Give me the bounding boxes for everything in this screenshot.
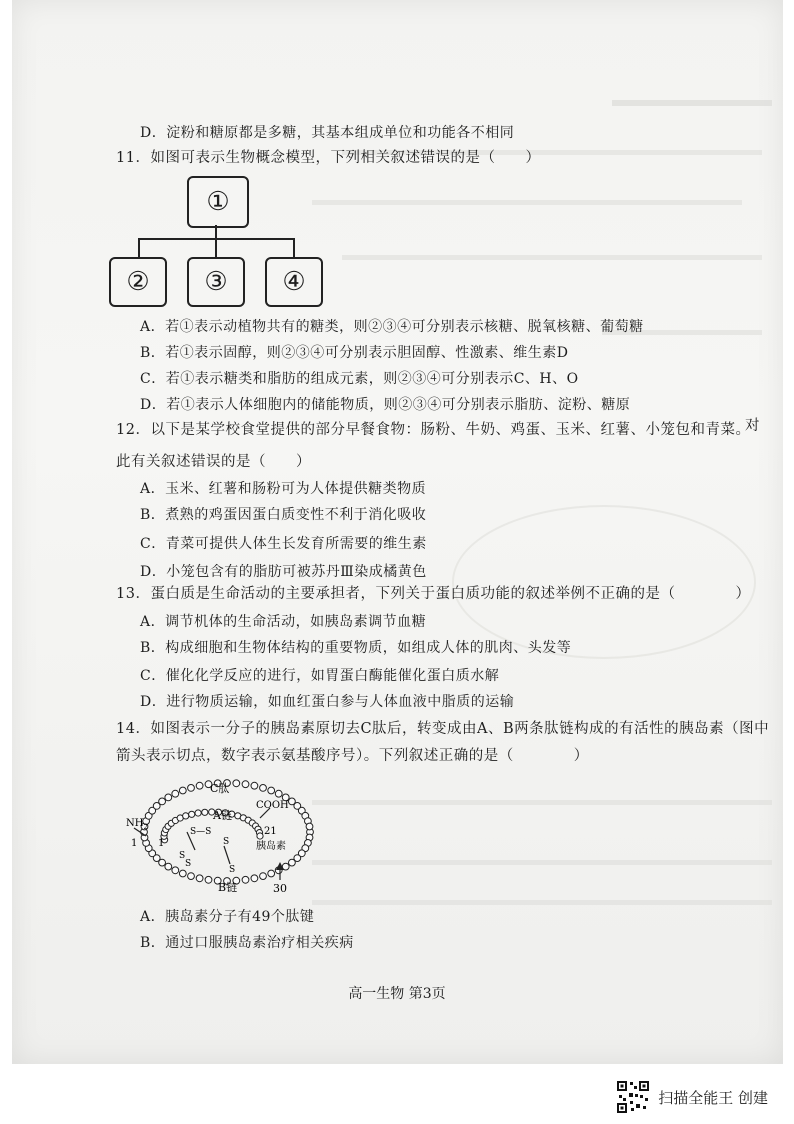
outer-chain-bead <box>268 870 275 877</box>
scanner-watermark <box>616 1080 768 1114</box>
b-chain-start-number: 1 <box>131 838 138 849</box>
a-chain-label: A链 <box>213 809 232 822</box>
outer-chain-bead <box>242 876 249 883</box>
b-chain-label: B链 <box>218 881 238 894</box>
q14-option-b: B．通过口服胰岛素治疗相关疾病 <box>140 935 354 951</box>
a-chain-start-number: 1 <box>158 838 165 849</box>
q11-option-a: A．若①表示动植物共有的糖类，则②③④可分别表示核糖、脱氧核糖、葡萄糖 <box>140 319 644 335</box>
a-chain-end-number: 21 <box>264 826 277 837</box>
q13-option-b: B．构成细胞和生物体结构的重要物质，如组成人体的肌肉、头发等 <box>140 640 572 656</box>
outer-chain-bead <box>233 780 240 787</box>
outer-chain-bead <box>165 794 172 801</box>
disulfide-label-3: S <box>185 859 192 869</box>
outer-chain-bead <box>159 798 166 805</box>
q11-option-d: D．若①表示人体细胞内的储能物质，则②③④可分别表示脂肪、淀粉、糖原 <box>140 397 631 413</box>
disulfide-label-1: S—S <box>190 827 212 837</box>
q11-stem: 11．如图可表示生物概念模型，下列相关叙述错误的是（ ） <box>116 150 541 166</box>
q12-stem-tail: 对 <box>745 418 760 434</box>
qr-code-icon <box>616 1080 650 1114</box>
outer-chain-bead <box>188 873 195 880</box>
outer-chain-bead <box>289 859 296 866</box>
disulfide-label-2: S <box>179 851 186 861</box>
outer-chain-bead <box>196 875 203 882</box>
q10-option-d: D．淀粉和糖原都是多糖，其基本组成单位和功能各不相同 <box>140 125 515 141</box>
exam-page <box>12 0 783 1064</box>
q12-option-d: D．小笼包含有的脂肪可被苏丹Ⅲ染成橘黄色 <box>140 564 427 580</box>
q13-option-a: A．调节机体的生命活动，如胰岛素调节血糖 <box>140 614 427 630</box>
disulfide-label-4: S <box>223 837 230 847</box>
a-chain-bead <box>202 809 208 815</box>
a-chain-bead <box>189 811 195 817</box>
outer-chain-bead <box>251 875 258 882</box>
a-chain-beads <box>161 809 263 843</box>
outer-chain-bead <box>306 823 313 830</box>
b-chain-end-number: 30 <box>273 882 287 895</box>
q12-stem-line2: 此有关叙述错误的是（ ） <box>116 454 311 470</box>
insulin-label: 胰岛素 <box>256 841 286 852</box>
q11-option-c: C．若①表示糖类和脂肪的组成元素，则②③④可分别表示C、H、O <box>140 371 579 387</box>
q14-stem-line1: 14．如图表示一分子的胰岛素原切去C肽后，转变成由A、B两条肽链构成的有活性的胰岛素（图中 <box>116 721 770 737</box>
q12-option-b: B．煮熟的鸡蛋因蛋白质变性不利于消化吸收 <box>140 507 427 523</box>
q11-option-b: B．若①表示固醇，则②③④可分别表示胆固醇、性激素、维生素D <box>140 345 569 361</box>
c-peptide-label: C肽 <box>210 782 230 795</box>
outer-chain-bead <box>260 873 267 880</box>
outer-chain-bead <box>188 785 195 792</box>
outer-chain-bead <box>172 790 179 797</box>
outer-chain-bead <box>242 781 249 788</box>
outer-chain-bead <box>165 863 172 870</box>
outer-chain-bead <box>268 787 275 794</box>
outer-chain-bead <box>179 787 186 794</box>
disulfide-bond-line-2 <box>224 846 230 864</box>
outer-chain-bead <box>251 782 258 789</box>
outer-chain-bead <box>172 867 179 874</box>
a-chain-bead <box>195 810 201 816</box>
insulin-diagram <box>12 0 783 1064</box>
q12-stem-line1: 12．以下是某学校食堂提供的部分早餐食物：肠粉、牛奶、鸡蛋、玉米、红薯、小笼包和青菜。 <box>116 422 751 438</box>
q14-option-a: A．胰岛素分子有49个肽键 <box>140 909 315 925</box>
outer-chain-bead <box>196 782 203 789</box>
a-chain-bead <box>183 813 189 819</box>
node-1: ① <box>187 176 249 228</box>
watermark-text: 扫描全能王 创建 <box>658 1088 768 1107</box>
node-2: ② <box>109 257 167 307</box>
q13-option-c: C．催化化学反应的进行，如胃蛋白酶能催化蛋白质水解 <box>140 668 500 684</box>
outer-chain-bead <box>260 785 267 792</box>
q12-option-a: A．玉米、红薯和肠粉可为人体提供糖类物质 <box>140 481 427 497</box>
page-footer: 高一生物 第3页 <box>348 986 446 1002</box>
nh2-label: $NH_2$ <box>126 818 148 831</box>
node-3: ③ <box>187 257 245 307</box>
q13-option-d: D．进行物质运输，如血红蛋白参与人体血液中脂质的运输 <box>140 694 515 710</box>
outer-chain-bead <box>205 876 212 883</box>
q13-stem: 13．蛋白质是生命活动的主要承担者，下列关于蛋白质功能的叙述举例不正确的是（ ） <box>116 586 751 602</box>
a-chain-bead <box>257 833 263 839</box>
q12-option-c: C．青菜可提供人体生长发育所需要的维生素 <box>140 536 427 552</box>
node-4: ④ <box>265 257 323 307</box>
outer-chain-bead <box>179 870 186 877</box>
outer-chain-bead <box>275 790 282 797</box>
cooh-label: COOH <box>256 800 289 811</box>
disulfide-label-5: S <box>229 865 236 875</box>
q14-stem-line2: 箭头表示切点，数字表示氨基酸序号）。下列叙述正确的是（ ） <box>116 748 589 764</box>
